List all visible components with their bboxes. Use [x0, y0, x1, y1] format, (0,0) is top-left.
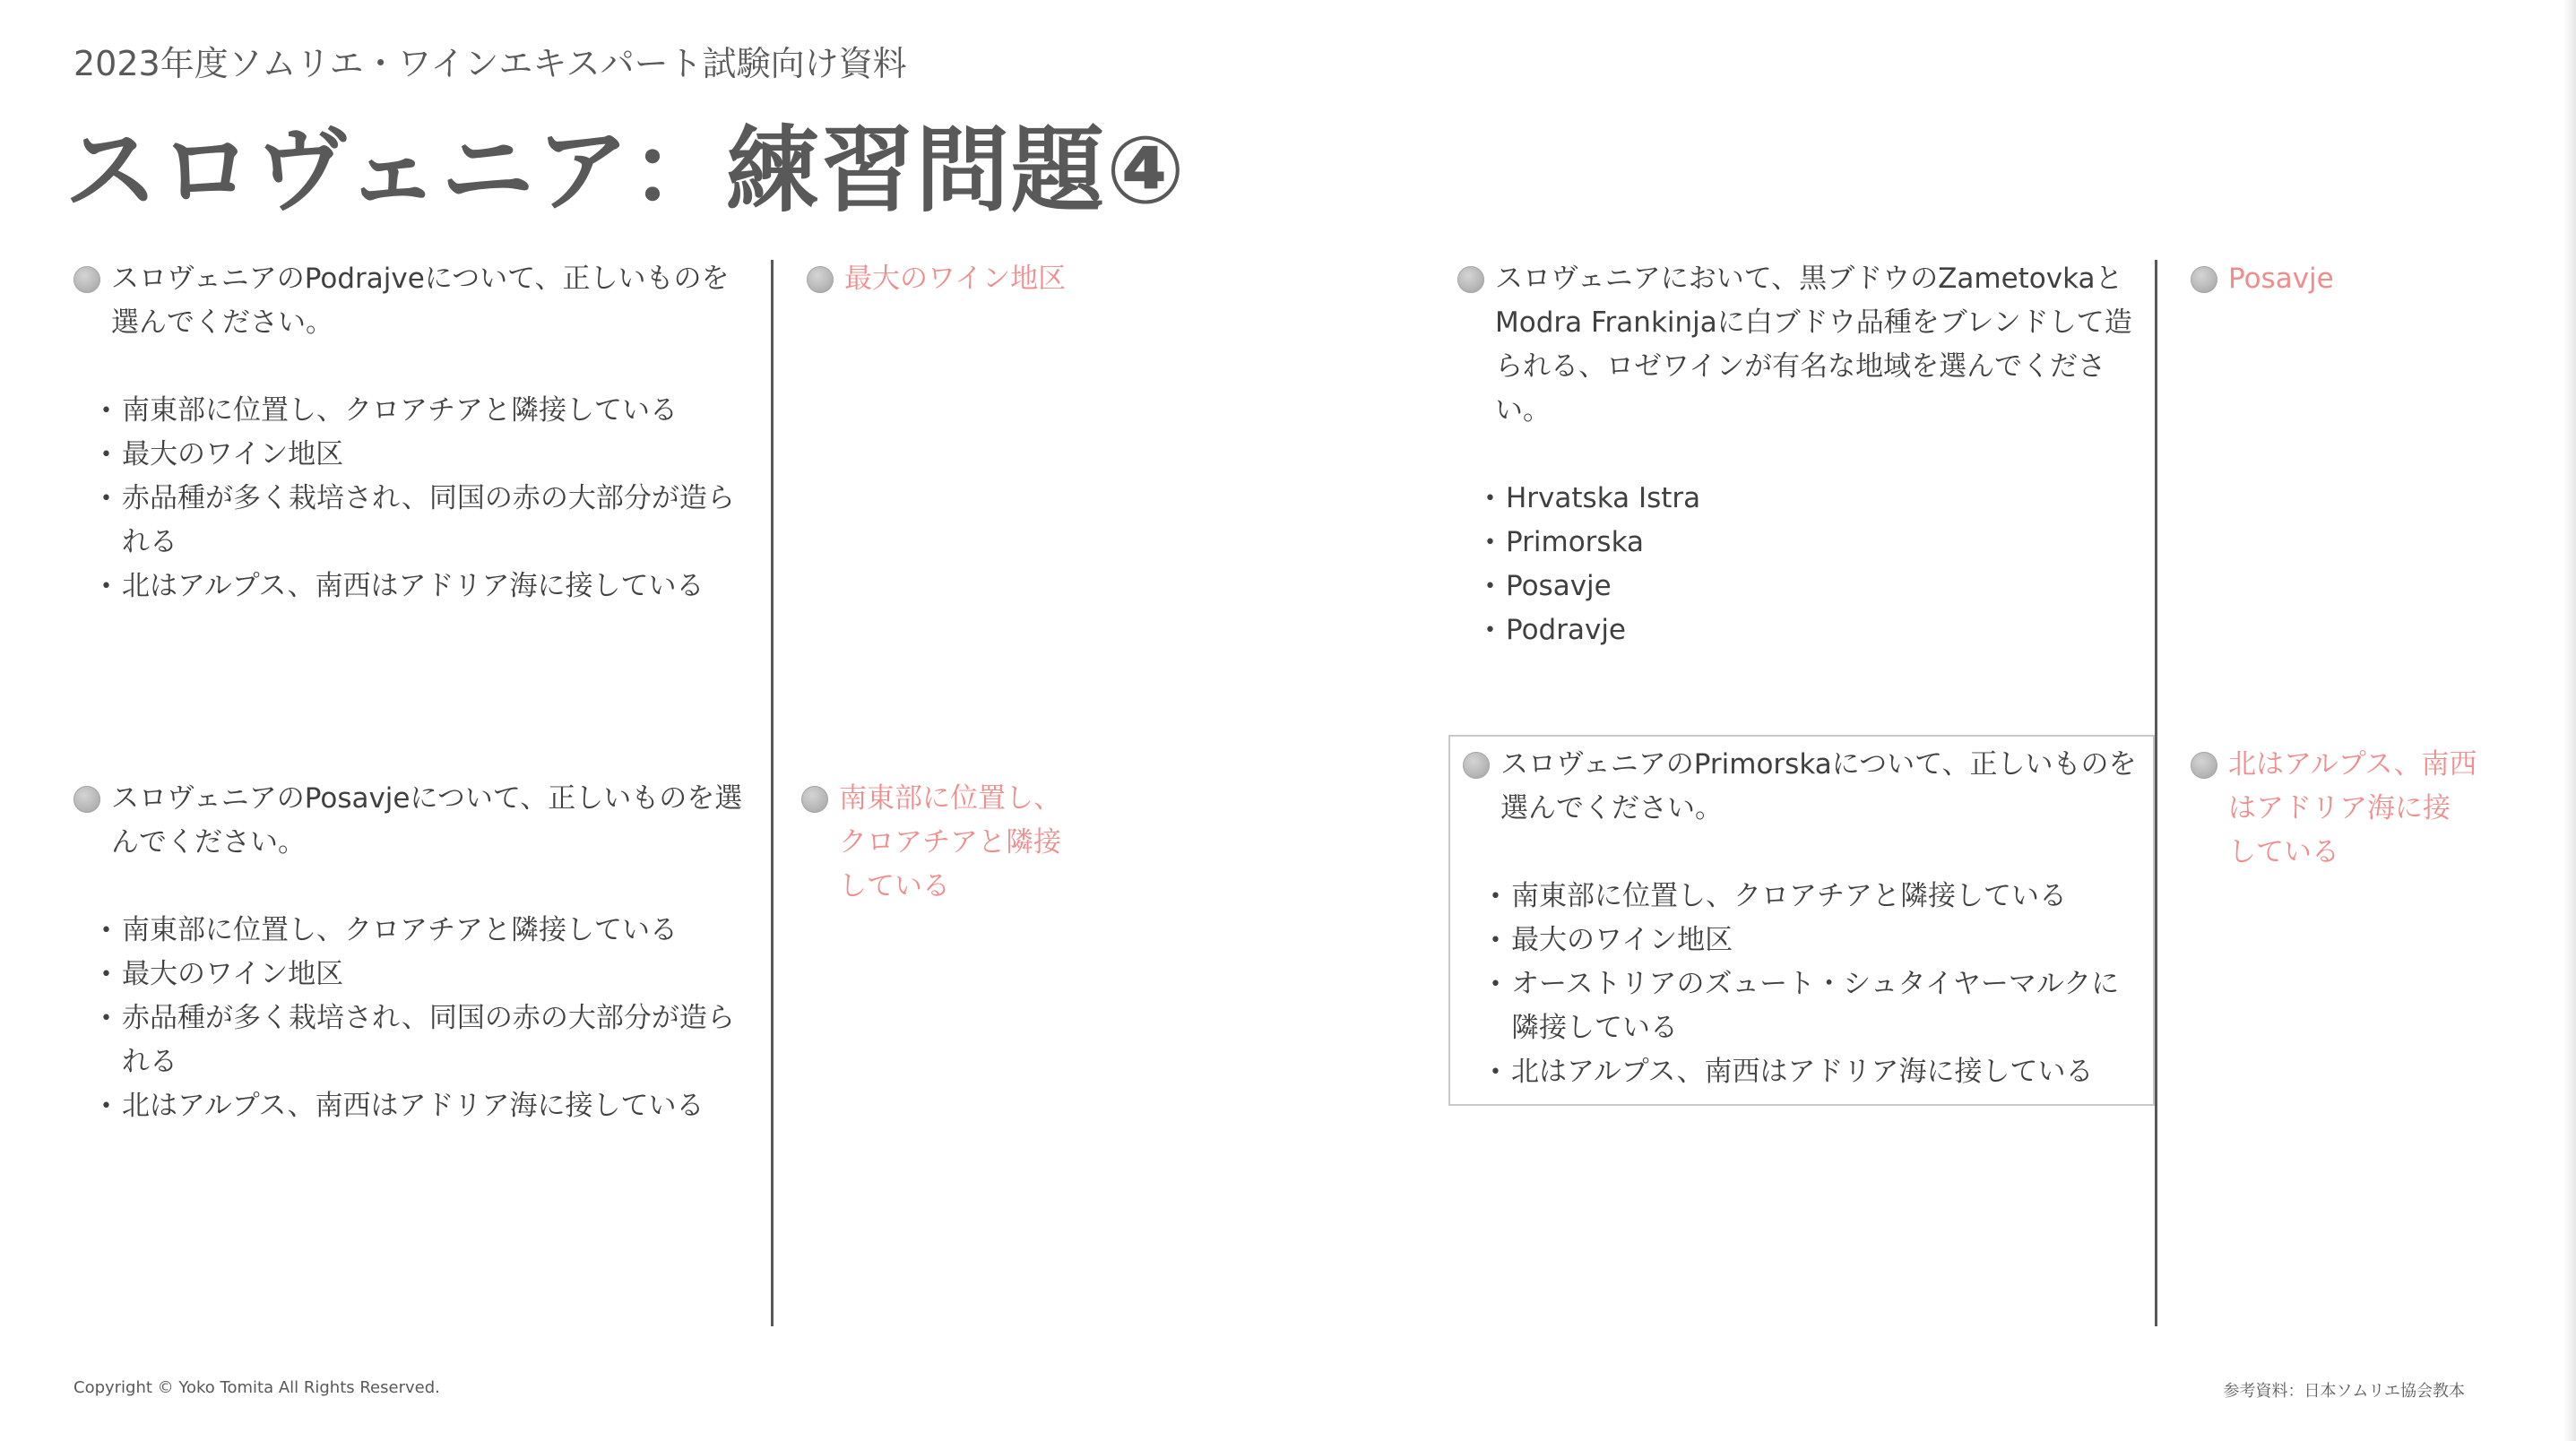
option-list-2 [73, 909, 755, 1128]
question-text-4: スロヴェニアのPrimorskaについて、正しいものを選んでください。 [1463, 743, 2146, 831]
option-item: • Podravje [1484, 608, 2139, 652]
column-divider-left [771, 260, 774, 1326]
option-item: • Posavje [1484, 565, 2139, 608]
bullet-dot-icon [2191, 752, 2217, 779]
option-list-3 [1457, 477, 2139, 652]
bullet-dot-icon [1463, 752, 1490, 779]
bullet-dot-icon [1457, 266, 1484, 293]
copyright-footer: Copyright © Yoko Tomita All Rights Reserved. [73, 1378, 440, 1397]
option-list-4 [1463, 875, 2146, 1094]
option-item: • オーストリアのズュート・シュタイヤーマルクに隣接している [1490, 962, 2146, 1050]
question-block-1[interactable] [73, 257, 755, 608]
option-item: • 赤品種が多く栽培され、同国の赤の大部分が造られる [100, 477, 755, 565]
option-item: • 南東部に位置し、クロアチアと隣接している [100, 389, 755, 433]
bullet-dot-icon [73, 266, 100, 293]
column-divider-right [2155, 260, 2157, 1326]
question-block-4[interactable] [1463, 743, 2146, 1094]
question-text-3: スロヴェニアにおいて、黒ブドウのZametovkaとModra Frankinjaに白ブドウ品種をブレンドして造られる、ロゼワインが有名な地域を選んでください。 [1457, 257, 2139, 433]
option-item: • 最大のワイン地区 [1490, 919, 2146, 962]
slide-title: スロヴェニア：練習問題④ [65, 116, 1187, 225]
option-item: • 南東部に位置し、クロアチアと隣接している [1490, 875, 2146, 919]
answer-1[interactable]: 最大のワイン地区 [807, 257, 1094, 301]
reference-footer: 参考資料：日本ソムリエ協会教本 [2223, 1382, 2465, 1401]
bullet-dot-icon [73, 786, 100, 813]
option-item: • 南東部に位置し、クロアチアと隣接している [100, 909, 755, 953]
bullet-dot-icon [801, 786, 828, 813]
slide-edge-shadow [2563, 0, 2576, 1441]
option-item: • 北はアルプス、南西はアドリア海に接している [1490, 1050, 2146, 1094]
question-block-3[interactable] [1457, 257, 2139, 652]
question-block-2[interactable] [73, 777, 755, 1128]
answer-4[interactable]: 北はアルプス、南西はアドリア海に接している [2191, 743, 2477, 875]
option-item: • 北はアルプス、南西はアドリア海に接している [100, 1084, 755, 1128]
option-item: • Hrvatska Istra [1484, 477, 2139, 521]
bullet-dot-icon [807, 266, 834, 293]
option-list-1 [73, 389, 755, 608]
slide-subtitle: 2023年度ソムリエ・ワインエキスパート試験向け資料 [73, 44, 907, 83]
question-text-1: スロヴェニアのPodrajveについて、正しいものを選んでください。 [73, 257, 755, 345]
answer-2[interactable]: 南東部に位置し、クロアチアと隣接している [801, 777, 1088, 909]
option-item: • 最大のワイン地区 [100, 953, 755, 997]
option-item: • 北はアルプス、南西はアドリア海に接している [100, 565, 755, 608]
answer-3[interactable]: Posavje [2191, 257, 2477, 301]
question-text-2: スロヴェニアのPosavjeについて、正しいものを選んでください。 [73, 777, 755, 865]
option-item: • 最大のワイン地区 [100, 433, 755, 477]
option-item: • Primorska [1484, 521, 2139, 565]
option-item: • 赤品種が多く栽培され、同国の赤の大部分が造られる [100, 997, 755, 1084]
bullet-dot-icon [2191, 266, 2217, 293]
